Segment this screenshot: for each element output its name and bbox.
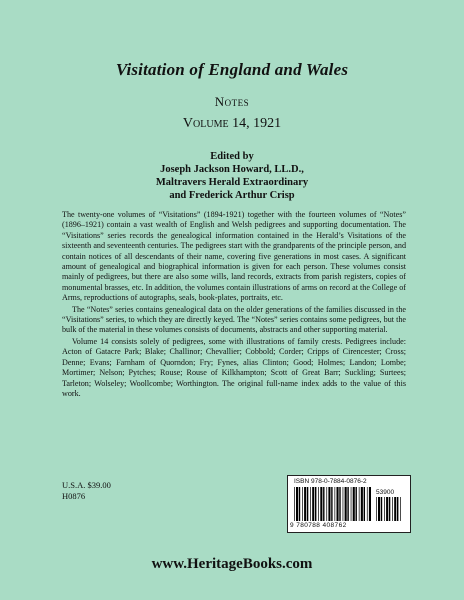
barcode-addon-bars-icon (376, 497, 404, 521)
website-url: www.HeritageBooks.com (151, 556, 313, 572)
description-paragraph: Volume 14 consists solely of pedigrees, some with illustrations of family crests. Pedigrees include: Acton of Gatacre Park; Blake; Challinor; Chevallier; Cobbold; Corder; Cripps of Cirencester; Cross; Denne; Evans; Farnham of Quorndon; Fry; Fynes, alias Clinton; Good; Holmes; Landon; Lombe; Mortimer; Nelson; Pytches; Rouse; Rouse of Kilkhampton; Scott of Great Barr; Suckling; Surtees; Tarleton; Wolseley; Woollcombe; Worthington. The original full-name index adds to the value of this work. (62, 336, 406, 398)
credit-line: and Frederick Arthur Crisp (169, 190, 295, 201)
isbn-text: ISBN 978-0-7884-0876-2 (294, 478, 367, 485)
series-title: Visitation of England and Wales (115, 60, 349, 79)
price-text: U.S.A. $39.00 (62, 480, 111, 490)
notes-title: Notes (214, 94, 250, 109)
description-paragraph: The twenty-one volumes of “Visitations” (1894-1921) together with the fourteen volumes of “Notes” (1896–1921) contain a vast wealth of English and Welsh pedigrees and supporting documentation. The “Visitations” series records the genealogical information contained in the Herald’s Visitations of the sixteenth and seventeenth centuries. The pedigrees start with the grandparents of the principle person, and contain notices of all descendants of their name, covering five generations in most cases. A significant amount of genealogical and biographical information is given for each person. These volumes consist mainly of pedigrees, but there are also some wills, land records, extracts from parish registers, copies of monumental brasses, etc. In addition, the volumes contain illustrations of arms on record at the College of Arms, reproductions of autographs, seals, book-plates, portraits, etc. (62, 210, 406, 303)
price-block (62, 480, 111, 502)
credit-line: Maltravers Herald Extraordinary (155, 177, 309, 188)
description-paragraph: The “Notes” series contains genealogical data on the older generations of the families discussed in the “Visitations” series, to which they are directly keyed. The “Notes” series contains some pedigrees, but the bulk of the material in these volumes consists of documents, abstracts and other supporting material. (62, 304, 406, 335)
description (62, 210, 406, 400)
editor-credits (0, 150, 464, 202)
barcode-digits: 9 780788 408762 (290, 522, 347, 529)
credit-line: Joseph Jackson Howard, LL.D., (160, 164, 304, 175)
item-code: H0876 (62, 491, 86, 501)
barcode-bars-icon (294, 487, 372, 521)
volume-title: Volume 14, 1921 (182, 116, 282, 131)
credit-line: Edited by (210, 151, 254, 162)
price-code: 53900 (376, 489, 395, 496)
barcode (287, 475, 411, 533)
